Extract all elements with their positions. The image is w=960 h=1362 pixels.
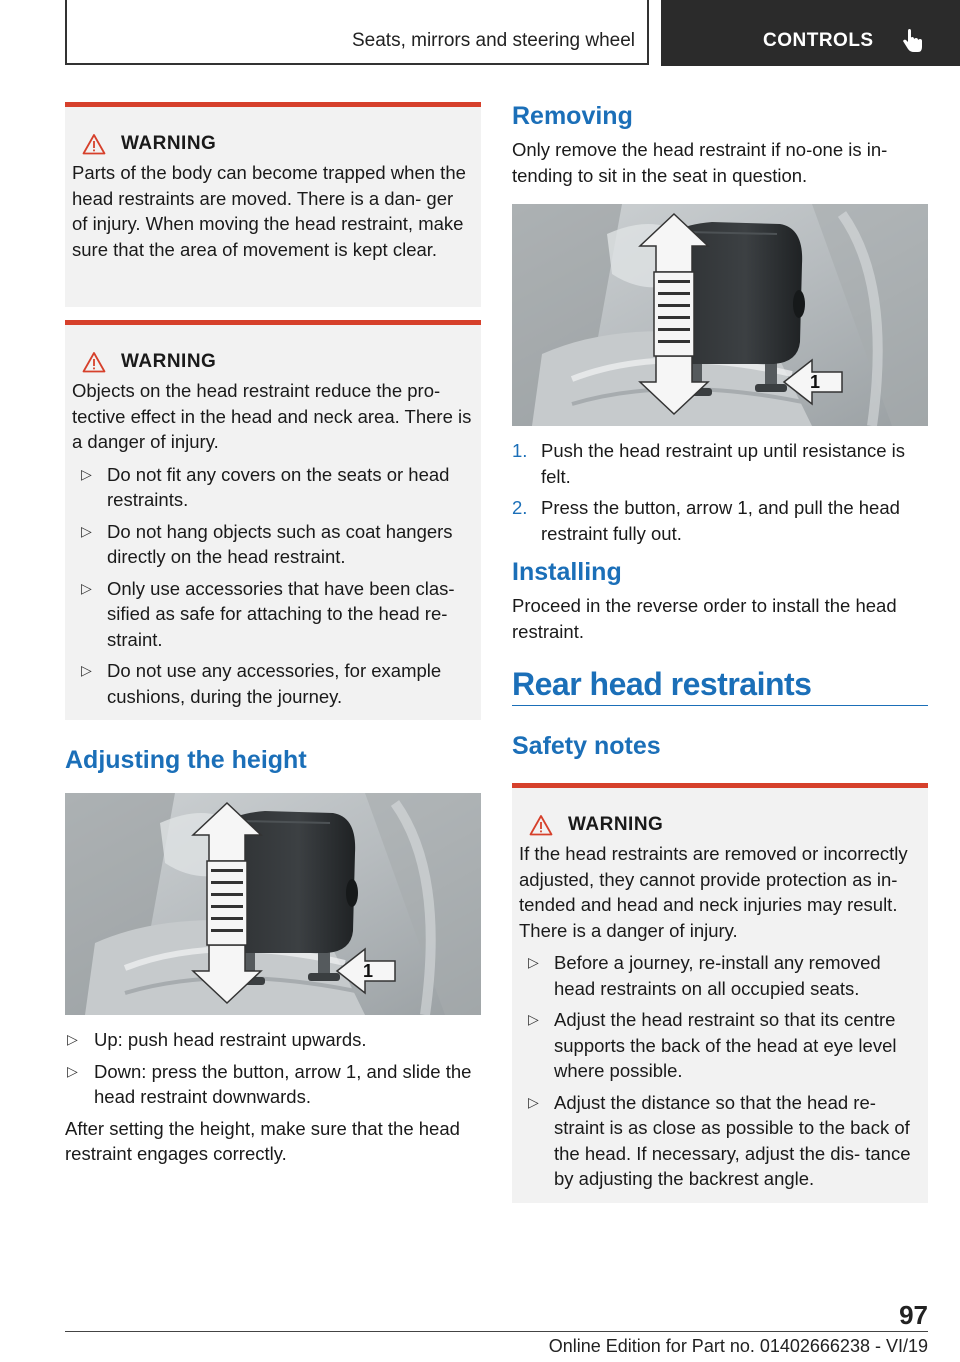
- pointing-hand-icon: [899, 28, 925, 54]
- warning-triangle-icon: [82, 133, 106, 155]
- heading-rear-head-restraints: Rear head restraints: [512, 666, 812, 702]
- header-chapter-box: [661, 0, 960, 66]
- header-section-box: [65, 0, 649, 65]
- heading-removing: Removing: [512, 102, 633, 130]
- list-item-text: Do not hang objects such as coat hangers directly on the head restraint.: [107, 520, 453, 567]
- list-item: [519, 1090, 920, 1192]
- bullet-triangle-icon: ▷: [81, 579, 92, 596]
- bullet-triangle-icon: ▷: [528, 954, 539, 970]
- removing-steps: [512, 438, 928, 546]
- warning-text: If the head restraints are removed or incorrectly adjusted, they cannot provide protection as in‐ tended and head and neck injuries may result. There is a danger of injury.: [519, 843, 908, 941]
- footer-divider: [65, 1331, 865, 1332]
- warning-text: Parts of the body can become trapped when the head restraints are moved. There is a dan‐ ger of injury. When moving the head restraint, make sure that the area of movement is kept clear.: [72, 162, 466, 260]
- bullet-triangle-icon: ▷: [528, 1011, 539, 1027]
- heading-adjusting-height: Adjusting the height: [65, 746, 307, 774]
- step-text: Push the head restraint up until resistance is felt.: [541, 440, 906, 487]
- list-item: [512, 438, 928, 489]
- page-number: 97: [899, 1300, 928, 1330]
- warning-label: WARNING: [568, 814, 664, 835]
- bullet-triangle-icon: ▷: [67, 1031, 78, 1047]
- adjust-bullet-list: [65, 1027, 481, 1110]
- image-callout-number: 1: [810, 372, 821, 392]
- footer-divider-right: [865, 1331, 928, 1332]
- warning-bullet-list: [519, 950, 920, 1192]
- list-item: [519, 1007, 920, 1084]
- list-item: [65, 1027, 481, 1053]
- list-item: [65, 1059, 481, 1110]
- warning-triangle-icon: [82, 351, 106, 373]
- warning-header: [529, 814, 920, 836]
- step-number: 1.: [512, 440, 528, 461]
- bullet-triangle-icon: ▷: [81, 522, 92, 539]
- warning-box-objects: [65, 320, 481, 720]
- adjust-note-text: After setting the height, make sure that the head restraint engages correctly.: [65, 1117, 460, 1164]
- list-item: [72, 658, 473, 709]
- warning-triangle-icon: [529, 814, 553, 836]
- step-text: Press the button, arrow 1, and pull the head restraint fully out.: [541, 497, 900, 544]
- header-section-title: Seats, mirrors and steering wheel: [351, 30, 635, 51]
- list-item: [72, 462, 473, 513]
- image-callout-number: 1: [363, 961, 374, 981]
- step-number: 2.: [512, 497, 528, 518]
- warning-header: [82, 351, 473, 373]
- list-item-text: Down: press the button, arrow 1, and slide the head restraint downwards.: [94, 1060, 472, 1107]
- bullet-triangle-icon: ▷: [81, 662, 92, 678]
- installing-text: Proceed in the reverse order to install the head restraint.: [512, 595, 897, 642]
- list-item-text: Do not fit any covers on the seats or head restraints.: [107, 463, 450, 510]
- list-item-text: Only use accessories that have been clas‐ sified as safe for attaching to the head re‐ straint.: [107, 577, 455, 650]
- headrest-adjust-image: [65, 793, 481, 1015]
- list-item-text: Adjust the head restraint so that its centre supports the back of the head at eye level where possible.: [554, 1009, 897, 1081]
- footer-edition-text: Online Edition for Part no. 01402666238 - VI/19: [548, 1336, 928, 1356]
- list-item: [72, 519, 473, 570]
- heading-rear-restraints-wrap: [512, 666, 928, 706]
- heading-safety-notes: Safety notes: [512, 732, 661, 760]
- bullet-triangle-icon: ▷: [67, 1062, 78, 1079]
- list-item-text: Up: push head restraint upwards.: [94, 1029, 367, 1050]
- warning-header: [82, 133, 473, 155]
- header-chapter-title: CONTROLS: [763, 30, 874, 51]
- headrest-remove-image: [512, 204, 928, 426]
- list-item-text: Do not use any accessories, for example cushions, during the journey.: [107, 660, 442, 707]
- list-item: [72, 576, 473, 653]
- bullet-triangle-icon: ▷: [81, 465, 92, 482]
- warning-label: WARNING: [121, 133, 217, 154]
- list-item: [519, 950, 920, 1001]
- warning-text: Objects on the head restraint reduce the pro‐ tective effect in the head and neck area. There is a danger of injury.: [72, 380, 472, 452]
- warning-bullet-list: [72, 462, 473, 710]
- list-item-text: Adjust the distance so that the head re‐ straint is as close as possible to the back of the head. If necessary, adjust the dis‐ tance by adjusting the backrest angle.: [554, 1091, 911, 1189]
- warning-box-trapped: [65, 102, 481, 307]
- list-item-text: Before a journey, re-install any removed head restraints on all occupied seats.: [554, 952, 881, 999]
- removing-text: Only remove the head restraint if no-one is in‐ tending to sit in the seat in question.: [512, 139, 888, 186]
- list-item: [512, 495, 928, 546]
- right-column: [512, 102, 928, 1203]
- warning-label: WARNING: [121, 351, 217, 372]
- bullet-triangle-icon: ▷: [528, 1093, 539, 1110]
- warning-box-removed: [512, 783, 928, 1203]
- heading-installing: Installing: [512, 558, 622, 586]
- left-column: [65, 102, 481, 1167]
